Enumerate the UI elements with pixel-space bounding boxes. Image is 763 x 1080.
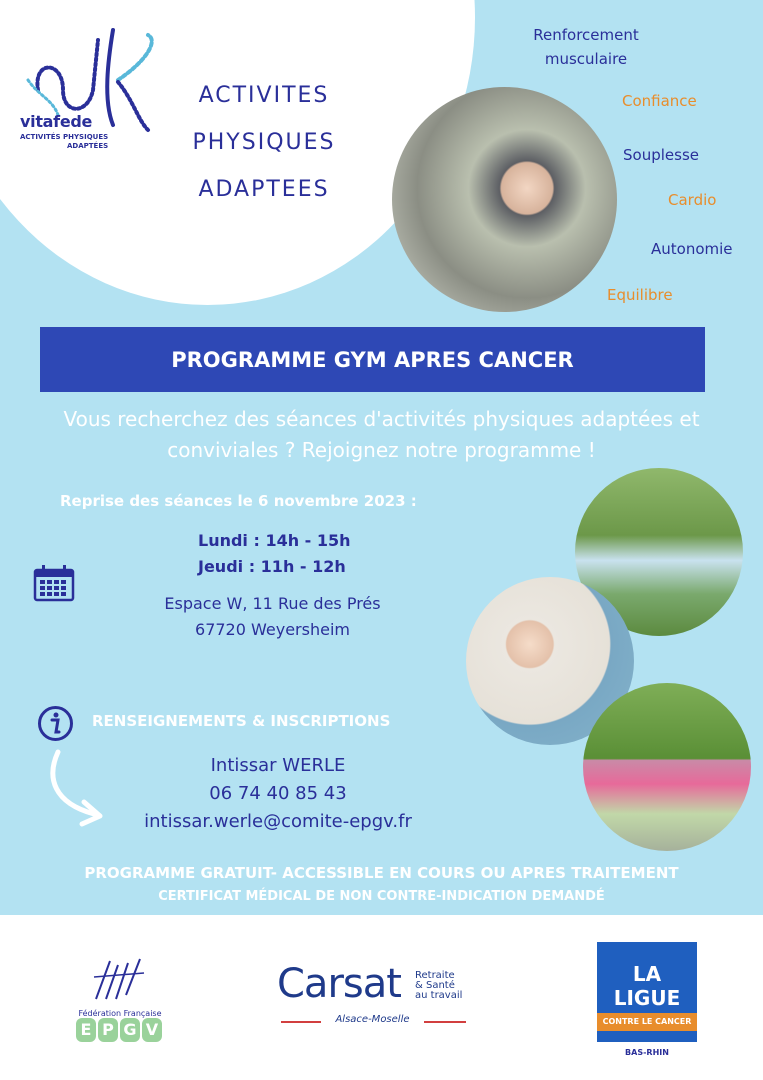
benefit-renforcement: Renforcement musculaire — [533, 26, 639, 68]
logo-name: vitafede — [20, 112, 93, 131]
certificate-note: CERTIFICAT MÉDICAL DE NON CONTRE-INDICATION DEMANDÉ — [158, 889, 605, 904]
epgv-letter: G — [120, 1018, 140, 1042]
ligue-band: CONTRE LE CANCER — [597, 1013, 697, 1031]
reprise-date: Reprise des séances le 6 novembre 2023 : — [60, 492, 417, 510]
carsat-logo-name: Carsat — [277, 961, 401, 1007]
title-line-2: PHYSIQUES — [192, 130, 336, 155]
epgv-figure-logo — [88, 955, 148, 1003]
schedule-monday: Lundi : 14h - 15h — [198, 531, 351, 550]
epgv-letters — [76, 1018, 162, 1042]
title-line-1: ACTIVITES — [198, 83, 330, 108]
carsat-divider-right — [424, 1021, 466, 1023]
carsat-region: Alsace-Moselle — [335, 1014, 410, 1025]
benefit-cardio: Cardio — [668, 191, 717, 209]
calendar-icon — [33, 564, 75, 602]
logo-subtitle-2: ADAPTÉES — [67, 142, 109, 150]
logo-subtitle-1: ACTIVITÉS PHYSIQUES — [20, 133, 109, 141]
contact-name: Intissar WERLE — [210, 755, 346, 776]
contact-heading: RENSEIGNEMENTS & INSCRIPTIONS — [92, 712, 391, 730]
ligue-title: LA LIGUE — [613, 962, 681, 1010]
ligue-region: BAS-RHIN — [625, 1048, 669, 1057]
program-banner: PROGRAMME GYM APRES CANCER — [40, 327, 705, 392]
benefit-souplesse: Souplesse — [623, 146, 699, 164]
carsat-tagline — [415, 971, 462, 1001]
title-line-3: ADAPTEES — [198, 177, 330, 202]
free-program-note: PROGRAMME GRATUIT- ACCESSIBLE EN COURS OU APRES TRAITEMENT — [84, 864, 679, 882]
epgv-letter: E — [76, 1018, 96, 1042]
intro-text: Vous recherchez des séances d'activités physiques adaptées et conviviales ? Rejoignez notre programme ! — [63, 407, 700, 462]
epgv-letter: V — [142, 1018, 162, 1042]
epgv-letter: P — [98, 1018, 118, 1042]
carsat-tagline-2: & Santé — [415, 980, 455, 991]
address-line-2: 67720 Weyersheim — [195, 620, 350, 639]
contact-phone[interactable]: 06 74 40 85 43 — [209, 783, 347, 804]
photo-couple-jogging — [583, 683, 751, 851]
contact-email[interactable]: intissar.werle@comite-epgv.fr — [144, 811, 412, 832]
carsat-divider-left — [281, 1021, 321, 1023]
schedule-thursday: Jeudi : 11h - 12h — [198, 557, 346, 576]
carsat-tagline-1: Retraite — [415, 970, 455, 981]
photo-women-exercise — [392, 87, 617, 312]
curved-arrow-icon — [44, 748, 110, 828]
ligue-logo — [597, 942, 697, 1042]
info-icon — [37, 705, 74, 742]
epgv-caption: Fédération Française — [78, 1009, 162, 1018]
benefit-confiance: Confiance — [622, 92, 697, 110]
address-line-1: Espace W, 11 Rue des Prés — [164, 594, 381, 613]
benefit-equilibre: Equilibre — [607, 286, 673, 304]
carsat-tagline-3: au travail — [415, 990, 463, 1001]
benefit-autonomie: Autonomie — [651, 240, 733, 258]
